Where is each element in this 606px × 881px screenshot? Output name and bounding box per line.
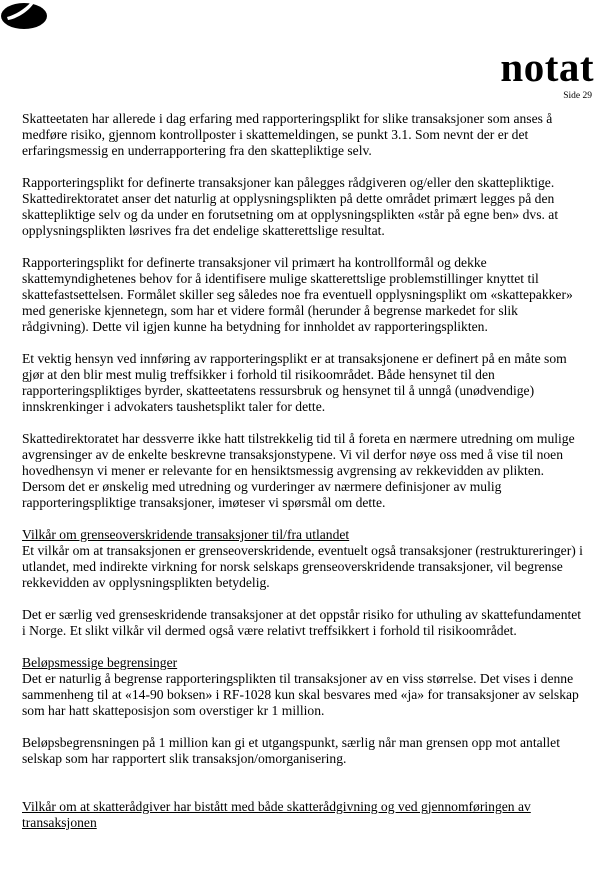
paragraph: Skatteetaten har allerede i dag erfaring med rapporteringsplikt for slike transaksjoner som anses å medføre risiko, gjennom kontrollposter i skattemeldingen, se punkt 3.1. Som nevnt der er det erfaringsmessig en underrapportering fra den skattepliktige selv. xyxy=(22,111,553,158)
page-number: Side 29 xyxy=(563,91,592,101)
paragraph: Et vektig hensyn ved innføring av rapporteringsplikt er at transaksjonene er definert på en måte som gjør at den blir mest mulig treffsikker i forhold til risikoområdet. Både hensynet til den rapporteringspliktiges byrder, skatteetatens ressursbruk og hensynet til å unngå (unødvendige) innskrenkinger i advokaters taushetsplikt taler for dette. xyxy=(22,351,567,414)
document-type-title: notat xyxy=(500,44,594,90)
section-heading: Vilkår om at skatterådgiver har bistått med både skatterådgivning og ved gjennomføringen av transaksjonen xyxy=(22,799,531,830)
paragraph: Det er naturlig å begrense rapporteringsplikten til transaksjoner av en viss størrelse. Det vises i denne sammenheng til at «14-90 boksen» i RF-1028 kun skal besvares med «ja» for transaksjoner av selskap som har hatt skatteposisjon som overstiger kr 1 million. xyxy=(22,671,579,718)
section-heading: Beløpsmessige begrensinger xyxy=(22,655,178,670)
paragraph: Rapporteringsplikt for definerte transaksjoner vil primært ha kontrollformål og dekke skattemyndighetenes behov for å identifisere mulige skatterettslige problemstillinger knyttet til skattefastsettelsen. Formålet skiller seg således noe fra eventuell opplysningsplikt om «skattepakker» med generiske kjennetegn, som har et videre formål (herunder å begrense markedet for slik rådgivning). Dette vil igjen kunne ha betydning for innholdet av rapporteringsplikten. xyxy=(22,255,573,334)
document-body xyxy=(22,111,588,831)
logo-icon xyxy=(0,0,48,30)
paragraph: Beløpsbegrensningen på 1 million kan gi et utgangspunkt, særlig når man grensen opp mot antallet selskap som har rapportert slik transaksjon/omorganisering. xyxy=(22,735,560,766)
paragraph: Rapporteringsplikt for definerte transaksjoner kan pålegges rådgiveren og/eller den skattepliktige. Skattedirektoratet anser det naturlig at opplysningsplikten på dette området primært legges på den skattepliktige selv og da under en forutsetning om at opplysningsplikten «står på egne ben» dvs. at opplysningsplikten løsrives fra det endelige skatterettslige resultat. xyxy=(22,175,559,238)
section-heading: Vilkår om grenseoverskridende transaksjoner til/fra utlandet xyxy=(22,527,350,542)
paragraph: Et vilkår om at transaksjonen er grenseoverskridende, eventuelt også transaksjoner (restruktureringer) i utlandet, med indirekte virkning for norsk selskaps grenseoverskridende transaksjoner, vil begrense rekkevidden av opplysningsplikten betydelig. xyxy=(22,543,583,590)
paragraph: Det er særlig ved grenseskridende transaksjoner at det oppstår risiko for uthuling av skattefundamentet i Norge. Et slikt vilkår vil dermed også være relativt treffsikkert i forhold til risikoområdet. xyxy=(22,607,582,638)
paragraph: Skattedirektoratet har dessverre ikke hatt tilstrekkelig tid til å foreta en nærmere utredning om mulige avgrensinger av de enkelte beskrevne transaksjonstypene. Vi vil derfor nøye oss med å vise til noen hovedhensyn vi mener er relevante for en hensiktsmessig avgrensing av rekkevidden av plikten. Dersom det er ønskelig med utredning og vurderinger av nærmere definisjoner av mulig rapporteringspliktige transaksjoner, imøteser vi spørsmål om dette. xyxy=(22,431,575,510)
